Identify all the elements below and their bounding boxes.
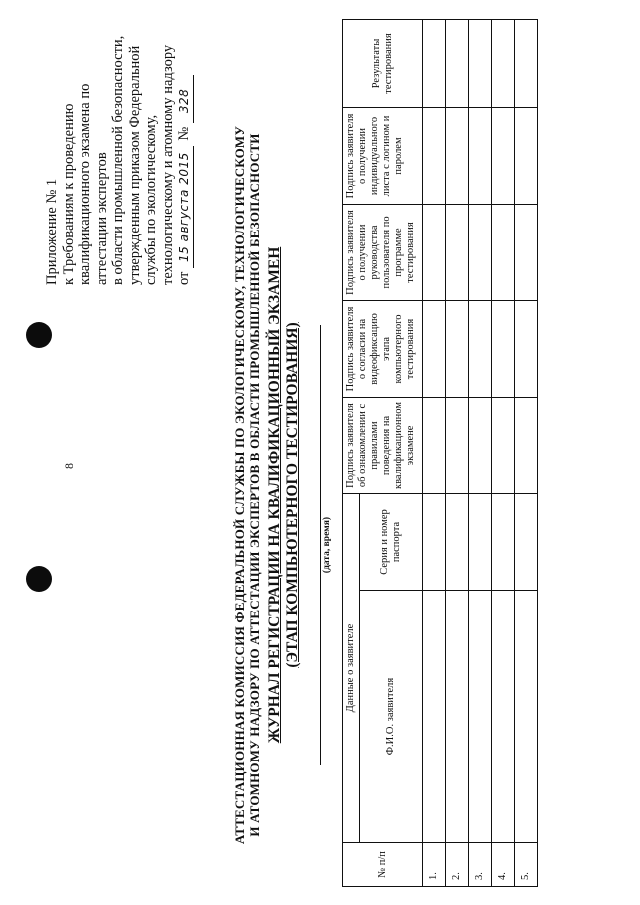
journal-title bbox=[266, 235, 302, 755]
annex-line: службы по экологическому, bbox=[143, 114, 159, 285]
full-name-cell bbox=[515, 591, 538, 843]
annex-line: квалификационного экзамена по bbox=[77, 83, 93, 285]
signature-cell bbox=[469, 397, 492, 493]
result-cell bbox=[446, 19, 469, 107]
result-cell bbox=[515, 19, 538, 107]
signature-cell bbox=[492, 300, 515, 397]
column-header-full-name: Ф.И.О. заявителя bbox=[360, 591, 423, 843]
table-row bbox=[515, 19, 538, 886]
order-number-label: № bbox=[176, 126, 192, 141]
organization-header bbox=[232, 125, 262, 845]
signature-cell bbox=[492, 107, 515, 204]
full-name-cell bbox=[492, 591, 515, 843]
page-number: 8 bbox=[62, 463, 76, 469]
result-cell bbox=[469, 19, 492, 107]
organization-header-line: АТТЕСТАЦИОННАЯ КОМИССИЯ ФЕДЕРАЛЬНОЙ СЛУЖБЫ ПО ЭКОЛОГИЧЕСКОМУ, ТЕХНОЛОГИЧЕСКОМУ bbox=[232, 125, 247, 845]
signature-cell bbox=[423, 397, 446, 493]
signature-cell bbox=[469, 107, 492, 204]
signature-cell bbox=[492, 204, 515, 300]
column-header-test-results: Результаты тестирования bbox=[343, 19, 423, 107]
signature-cell bbox=[423, 300, 446, 397]
signature-cell bbox=[515, 107, 538, 204]
column-header-manual-signature: Подпись заявителя о получении руководства пользователя по программе тестирования bbox=[343, 204, 423, 300]
registration-table bbox=[342, 19, 538, 887]
signature-cell bbox=[446, 300, 469, 397]
column-group-applicant-data: Данные о заявителе bbox=[343, 493, 360, 842]
signature-cell bbox=[446, 397, 469, 493]
organization-header-line: И АТОМНОМУ НАДЗОРУ ПО АТТЕСТАЦИИ ЭКСПЕРТОВ В ОБЛАСТИ ПРОМЫШЛЕННОЙ БЕЗОПАСНОСТИ bbox=[247, 133, 262, 837]
signature-cell bbox=[469, 204, 492, 300]
table-header-row bbox=[343, 19, 360, 886]
full-name-cell bbox=[423, 591, 446, 843]
date-time-caption: (дата, время) bbox=[322, 516, 332, 574]
column-header-passport: Серия и номер паспорта bbox=[360, 493, 423, 590]
annex-line: Приложение № 1 bbox=[44, 178, 60, 285]
passport-cell bbox=[492, 493, 515, 590]
row-number-cell: 3. bbox=[469, 843, 492, 887]
row-number-cell: 1. bbox=[423, 843, 446, 887]
row-number-cell: 4. bbox=[492, 843, 515, 887]
handwritten-order-date: 15 августа 2015 bbox=[176, 146, 194, 268]
signature-cell bbox=[446, 107, 469, 204]
table-row bbox=[423, 19, 446, 886]
journal-title-line: ЖУРНАЛ РЕГИСТРАЦИИ НА КВАЛИФИКАЦИОННЫЙ ЭКЗАМЕН bbox=[266, 246, 283, 744]
order-from-label: от bbox=[176, 271, 192, 285]
annex-line: в области промышленной безопасности, bbox=[110, 35, 126, 285]
order-date-line bbox=[176, 15, 194, 285]
journal-title-line: (ЭТАП КОМПЬЮТЕРНОГО ТЕСТИРОВАНИЯ) bbox=[284, 322, 301, 668]
column-header-rules-signature: Подпись заявителя об ознакомлении с правилами поведения на квалификационном экзамене bbox=[343, 397, 423, 493]
full-name-cell bbox=[446, 591, 469, 843]
annex-line: технологическому и атомному надзору bbox=[159, 44, 176, 285]
date-time-underline bbox=[320, 325, 321, 765]
passport-cell bbox=[423, 493, 446, 590]
column-header-video-consent-signature: Подпись заявителя о согласии на видеофиксацию этапа компьютерного тестирования bbox=[343, 300, 423, 397]
passport-cell bbox=[515, 493, 538, 590]
signature-cell bbox=[515, 204, 538, 300]
signature-cell bbox=[446, 204, 469, 300]
result-cell bbox=[423, 19, 446, 107]
signature-cell bbox=[492, 397, 515, 493]
table-row bbox=[492, 19, 515, 886]
row-number-cell: 2. bbox=[446, 843, 469, 887]
passport-cell bbox=[446, 493, 469, 590]
column-header-number: № п/п bbox=[343, 843, 423, 887]
column-header-login-sheet-signature: Подпись заявителя о получении индивидуального листа с логином и паролем bbox=[343, 107, 423, 204]
handwritten-order-number: 328 bbox=[176, 75, 194, 123]
result-cell bbox=[492, 19, 515, 107]
full-name-cell bbox=[469, 591, 492, 843]
signature-cell bbox=[515, 397, 538, 493]
annex-line: к Требованиям к проведению bbox=[60, 103, 77, 285]
table-row bbox=[446, 19, 469, 886]
annex-line: аттестации экспертов bbox=[93, 152, 110, 285]
signature-cell bbox=[515, 300, 538, 397]
passport-cell bbox=[469, 493, 492, 590]
signature-cell bbox=[469, 300, 492, 397]
row-number-cell: 5. bbox=[515, 843, 538, 887]
annex-line: утвержденным приказом Федеральной bbox=[126, 45, 143, 285]
table-row bbox=[469, 19, 492, 886]
annex-block bbox=[44, 15, 194, 285]
signature-cell bbox=[423, 204, 446, 300]
signature-cell bbox=[423, 107, 446, 204]
